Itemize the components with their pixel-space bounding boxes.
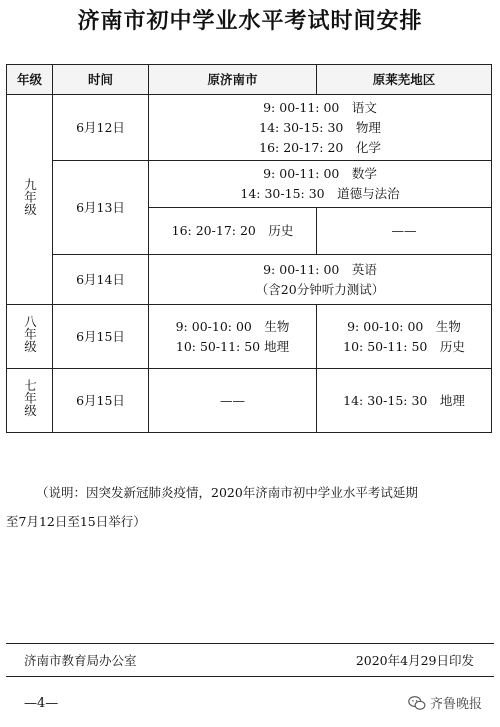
schedule-line: 16: 20-17: 20 化学	[259, 139, 381, 155]
schedule-cell	[149, 161, 492, 208]
grade-7-label: 七年级	[22, 378, 38, 417]
schedule-cell-laiwu: ——	[317, 208, 492, 255]
footer-top-rule	[6, 643, 494, 644]
schedule-line: 9: 00-10: 00 生物	[175, 318, 290, 334]
table-header-row	[7, 65, 492, 95]
exam-schedule-table	[6, 64, 492, 433]
grade-7-cell	[7, 369, 53, 433]
schedule-cell-jinan: 16: 20-17: 20 历史	[149, 208, 317, 255]
table-row	[7, 95, 492, 161]
date-cell: 6月15日	[53, 305, 149, 369]
schedule-cell-jinan	[149, 305, 317, 369]
schedule-line: 10: 50-11: 50 地理	[175, 338, 290, 354]
schedule-cell	[149, 255, 492, 305]
note-line-2: 至7月12日至15日举行）	[6, 514, 146, 529]
schedule-line: 9: 00-10: 00 生物	[347, 318, 461, 334]
footer	[24, 651, 474, 669]
schedule-cell-jinan: ——	[149, 369, 317, 433]
header-jinan: 原济南市	[149, 65, 317, 95]
date-cell: 6月13日	[53, 161, 149, 255]
explanatory-note	[6, 478, 494, 536]
schedule-line: 14: 30-15: 30 道德与法治	[240, 186, 400, 201]
grade-8-cell	[7, 305, 53, 369]
date-cell: 6月12日	[53, 95, 149, 161]
date-cell: 6月14日	[53, 255, 149, 305]
grade-9-label: 九年级	[22, 177, 38, 216]
note-line-1: （说明：因突发新冠肺炎疫情，2020年济南市初中学业水平考试延期	[36, 485, 418, 500]
wechat-icon	[408, 695, 426, 711]
schedule-line: 9: 00-11: 00 语文	[263, 99, 377, 115]
issuer: 济南市教育局办公室	[24, 653, 137, 668]
schedule-line: 14: 30-15: 30 物理	[259, 119, 381, 135]
schedule-line: 10: 50-11: 50 历史	[343, 338, 465, 354]
header-time: 时间	[53, 65, 149, 95]
page-title: 济南市初中学业水平考试时间安排	[77, 8, 423, 34]
table-row	[7, 305, 492, 369]
schedule-line: 9: 00-11: 00 英语	[263, 261, 377, 277]
header-grade: 年级	[7, 65, 53, 95]
schedule-cell-laiwu	[317, 305, 492, 369]
schedule-line: 9: 00-11: 00 数学	[263, 166, 377, 181]
footer-bottom-rule	[6, 676, 494, 677]
schedule-cell-laiwu: 14: 30-15: 30 地理	[317, 369, 492, 433]
table-row	[7, 161, 492, 208]
date-cell: 6月15日	[53, 369, 149, 433]
table-row	[7, 255, 492, 305]
schedule-cell	[149, 95, 492, 161]
issue-date: 2020年4月29日印发	[355, 653, 474, 668]
table-row	[7, 369, 492, 433]
header-laiwu: 原莱芜地区	[317, 65, 492, 95]
brand-name: 齐鲁晚报	[429, 697, 482, 712]
grade-8-label: 八年级	[22, 314, 38, 353]
page-number: —4—	[24, 696, 59, 711]
grade-9-cell	[7, 95, 53, 305]
schedule-line: （含20分钟听力测试）	[255, 281, 385, 297]
brand-watermark	[408, 693, 482, 712]
